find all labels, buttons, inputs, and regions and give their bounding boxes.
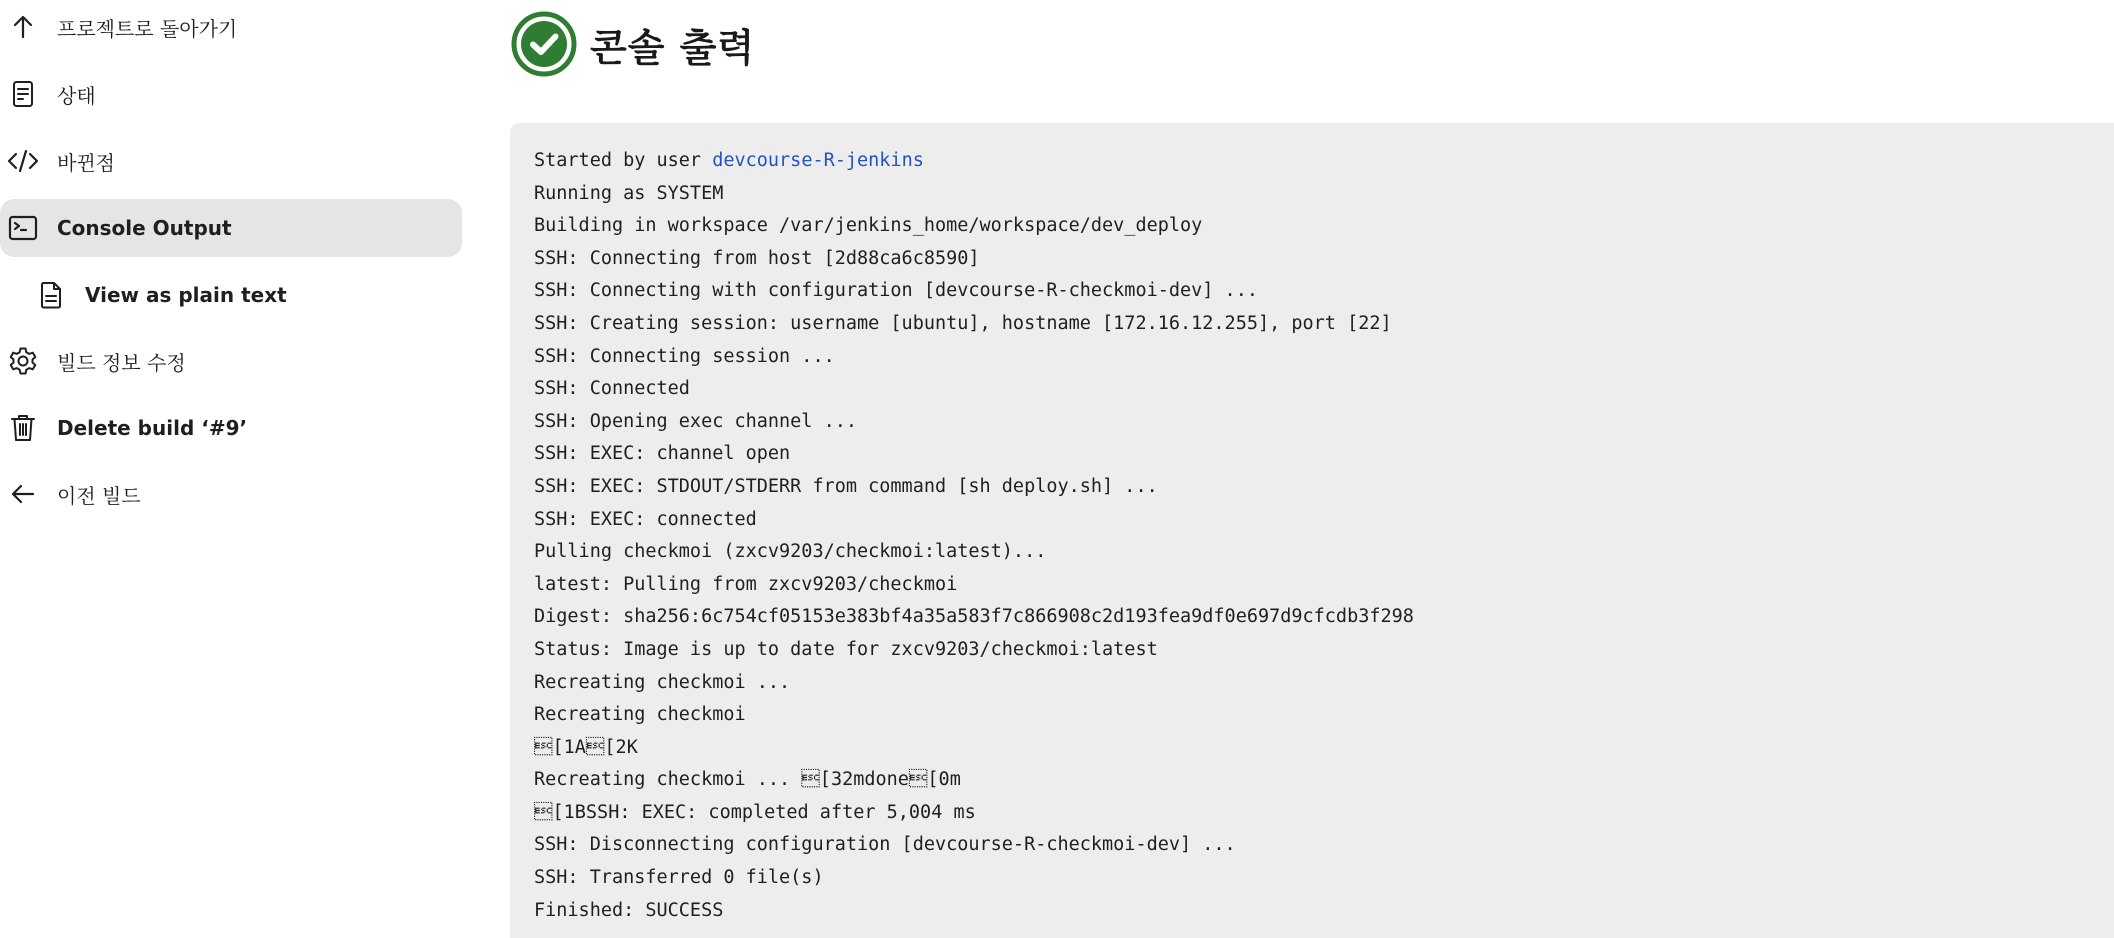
sidebar-item-label: 프로젝트로 돌아가기 — [57, 16, 238, 41]
gear-icon — [5, 343, 41, 379]
sidebar-item-status[interactable] — [0, 65, 462, 123]
console-line: SSH: Disconnecting configuration [devcourse-R-checkmoi-dev] ... — [534, 834, 1236, 856]
success-check-icon — [510, 10, 578, 78]
sidebar-item-label: Delete build ‘#9’ — [57, 416, 248, 440]
console-line: Recreating checkmoi ... — [534, 671, 791, 693]
console-line: Pulling checkmoi (zxcv9203/checkmoi:latest)... — [534, 541, 1047, 563]
arrow-left-icon — [5, 476, 41, 512]
console-line: Running as SYSTEM — [534, 182, 724, 204]
sidebar-item-label: 이전 빌드 — [57, 483, 141, 508]
user-link[interactable]: devcourse-R-jenkins — [712, 150, 924, 171]
arrow-up-icon — [5, 9, 41, 45]
console-line: SSH: Connecting with configuration [devcourse-R-checkmoi-dev] ... — [534, 280, 1258, 302]
terminal-icon — [5, 210, 41, 246]
sidebar-item-previous-build[interactable] — [0, 465, 462, 523]
sidebar-item-console-output[interactable] — [0, 199, 462, 257]
sidebar-item-label: 바뀐점 — [57, 150, 115, 175]
page-header — [510, 10, 755, 78]
sidebar-item-label: 상태 — [57, 83, 96, 108]
console-line: SSH: Creating session: username [ubuntu], hostname [172.16.12.255], port [22] — [534, 312, 1392, 334]
console-text: Started by user — [534, 150, 713, 171]
page-title: 콘솔 출력 — [590, 25, 756, 70]
console-line: [1A[2K — [534, 736, 638, 758]
sidebar-item-label: View as plain text — [85, 283, 287, 307]
console-line: Finished: SUCCESS — [534, 899, 724, 921]
file-text-icon — [33, 277, 69, 313]
console-line: SSH: Connected — [534, 378, 690, 400]
sidebar-item-view-plain-text[interactable] — [0, 266, 462, 324]
console-line: SSH: Connecting from host [2d88ca6c8590] — [534, 247, 980, 269]
console-line: SSH: Opening exec channel ... — [534, 410, 858, 432]
sidebar-item-delete-build[interactable] — [0, 399, 462, 457]
sidebar-item-label: Console Output — [57, 216, 232, 240]
console-line: Status: Image is up to date for zxcv9203/checkmoi:latest — [534, 638, 1158, 660]
code-icon — [5, 143, 41, 179]
console-line: SSH: EXEC: connected — [534, 508, 757, 530]
console-line: SSH: EXEC: STDOUT/STDERR from command [sh deploy.sh] ... — [534, 475, 1158, 497]
console-line: latest: Pulling from zxcv9203/checkmoi — [534, 573, 958, 595]
console-line: Recreating checkmoi ... [32mdone[0m — [534, 769, 961, 791]
sidebar-item-label: 빌드 정보 수정 — [57, 350, 186, 375]
console-line: [1BSSH: EXEC: completed after 5,004 ms — [534, 801, 976, 823]
document-icon — [5, 76, 41, 112]
console-line: SSH: EXEC: channel open — [534, 443, 791, 465]
console-line: SSH: Transferred 0 file(s) — [534, 867, 824, 889]
console-line: Digest: sha256:6c754cf05153e383bf4a35a583f7c866908c2d193fea9df0e697d9cfcdb3f298 — [534, 606, 1414, 628]
sidebar-item-edit-build-info[interactable] — [0, 332, 462, 390]
sidebar — [0, 0, 470, 938]
console-line: Building in workspace /var/jenkins_home/workspace/dev_deploy — [534, 215, 1203, 237]
sidebar-item-back-to-project[interactable] — [0, 0, 462, 56]
sidebar-item-changes[interactable] — [0, 132, 462, 190]
console-output — [510, 123, 2114, 938]
console-line: SSH: Connecting session ... — [534, 345, 835, 367]
console-line: Recreating checkmoi — [534, 704, 746, 726]
console-line — [534, 145, 2114, 178]
trash-icon — [5, 410, 41, 446]
